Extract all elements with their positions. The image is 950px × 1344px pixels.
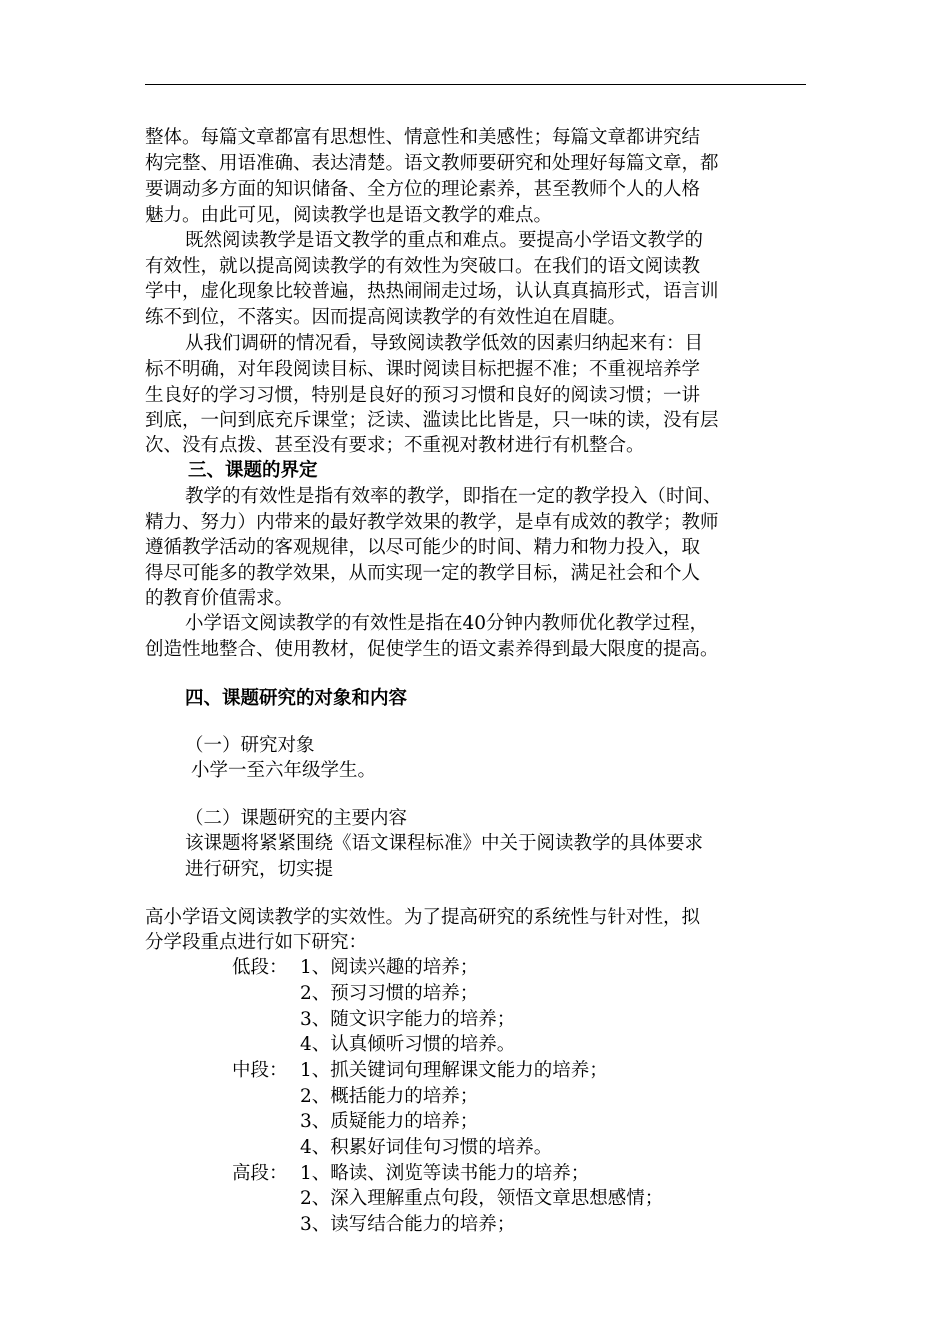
paragraph-line: 遵循教学活动的客观规律，以尽可能少的时间、精力和物力投入，取 (145, 537, 701, 558)
list-item: 3、质疑能力的培养； (300, 1111, 479, 1132)
paragraph-line: 次、没有点拨、甚至没有要求；不重视对教材进行有机整合。 (145, 435, 645, 456)
list-item: 4、认真倾听习惯的培养。 (300, 1034, 516, 1055)
stage-label-low: 低段： (232, 957, 288, 978)
paragraph-line: 分学段重点进行如下研究： (145, 932, 368, 953)
paragraph-line: 既然阅读教学是语文教学的重点和难点。要提高小学语文教学的 (185, 230, 704, 251)
list-item: 1、略读、浏览等读书能力的培养； (300, 1163, 590, 1184)
list-item: 2、深入理解重点句段，领悟文章思想感情； (300, 1188, 664, 1209)
paragraph-line: 构完整、用语准确、表达清楚。语文教师要研究和处理好每篇文章，都 (145, 153, 719, 174)
paragraph-line: 的教育价值需求。 (145, 588, 294, 609)
paragraph-line: 标不明确，对年段阅读目标、课时阅读目标把握不准；不重视培养学 (145, 359, 701, 380)
paragraph-line: 小学一至六年级学生。 (191, 760, 377, 781)
paragraph-line: 创造性地整合、使用教材，促使学生的语文素养得到最大限度的提高。 (145, 639, 719, 660)
paragraph-line: 从我们调研的情况看，导致阅读教学低效的因素归纳起来有：目 (185, 333, 704, 354)
section-heading: 四、课题研究的对象和内容 (185, 688, 408, 709)
stage-label-mid: 中段： (232, 1060, 288, 1081)
paragraph-line: 教学的有效性是指有效率的教学，即指在一定的教学投入（时间、 (185, 486, 722, 507)
paragraph-line: 有效性，就以提高阅读教学的有效性为突破口。在我们的语文阅读教 (145, 256, 701, 277)
subsection-heading: （二）课题研究的主要内容 (185, 808, 408, 829)
paragraph-line: 练不到位，不落实。因而提高阅读教学的有效性迫在眉睫。 (145, 307, 627, 328)
paragraph-line: 魅力。由此可见，阅读教学也是语文教学的难点。 (145, 205, 553, 226)
header-rule (145, 84, 806, 85)
list-item: 3、随文识字能力的培养； (300, 1009, 516, 1030)
list-item: 1、阅读兴趣的培养； (300, 957, 479, 978)
paragraph-line: 该课题将紧紧围绕《语文课程标准》中关于阅读教学的具体要求 (185, 833, 704, 854)
list-item: 2、预习习惯的培养； (300, 983, 479, 1004)
list-item: 2、概括能力的培养； (300, 1086, 479, 1107)
paragraph-line: 到底，一问到底充斥课堂；泛读、滥读比比皆是，只一味的读，没有层 (145, 410, 719, 431)
paragraph-line: 生良好的学习习惯，特别是良好的预习习惯和良好的阅读习惯；一讲 (145, 385, 701, 406)
paragraph-line: 高小学语文阅读教学的实效性。为了提高研究的系统性与针对性，拟 (145, 907, 701, 928)
paragraph-line: 整体。每篇文章都富有思想性、情意性和美感性；每篇文章都讲究结 (145, 127, 701, 148)
stage-label-high: 高段： (232, 1163, 288, 1184)
list-item: 1、抓关键词句理解课文能力的培养； (300, 1060, 608, 1081)
paragraph-line: 小学语文阅读教学的有效性是指在40分钟内教师优化教学过程， (185, 613, 709, 634)
paragraph-line: 得尽可能多的教学效果，从而实现一定的教学目标，满足社会和个人 (145, 563, 701, 584)
section-heading: 三、课题的界定 (188, 460, 318, 481)
list-item: 4、积累好词佳句习惯的培养。 (300, 1137, 553, 1158)
subsection-heading: （一）研究对象 (185, 735, 315, 756)
paragraph-line: 精力、努力）内带来的最好教学效果的教学，是卓有成效的教学；教师 (145, 512, 719, 533)
paragraph-line: 要调动多方面的知识储备、全方位的理论素养，甚至教师个人的人格 (145, 179, 701, 200)
paragraph-line: 学中，虚化现象比较普遍，热热闹闹走过场，认认真真搞形式，语言训 (145, 281, 719, 302)
paragraph-line: 进行研究，切实提 (185, 859, 334, 880)
list-item: 3、读写结合能力的培养； (300, 1214, 516, 1235)
